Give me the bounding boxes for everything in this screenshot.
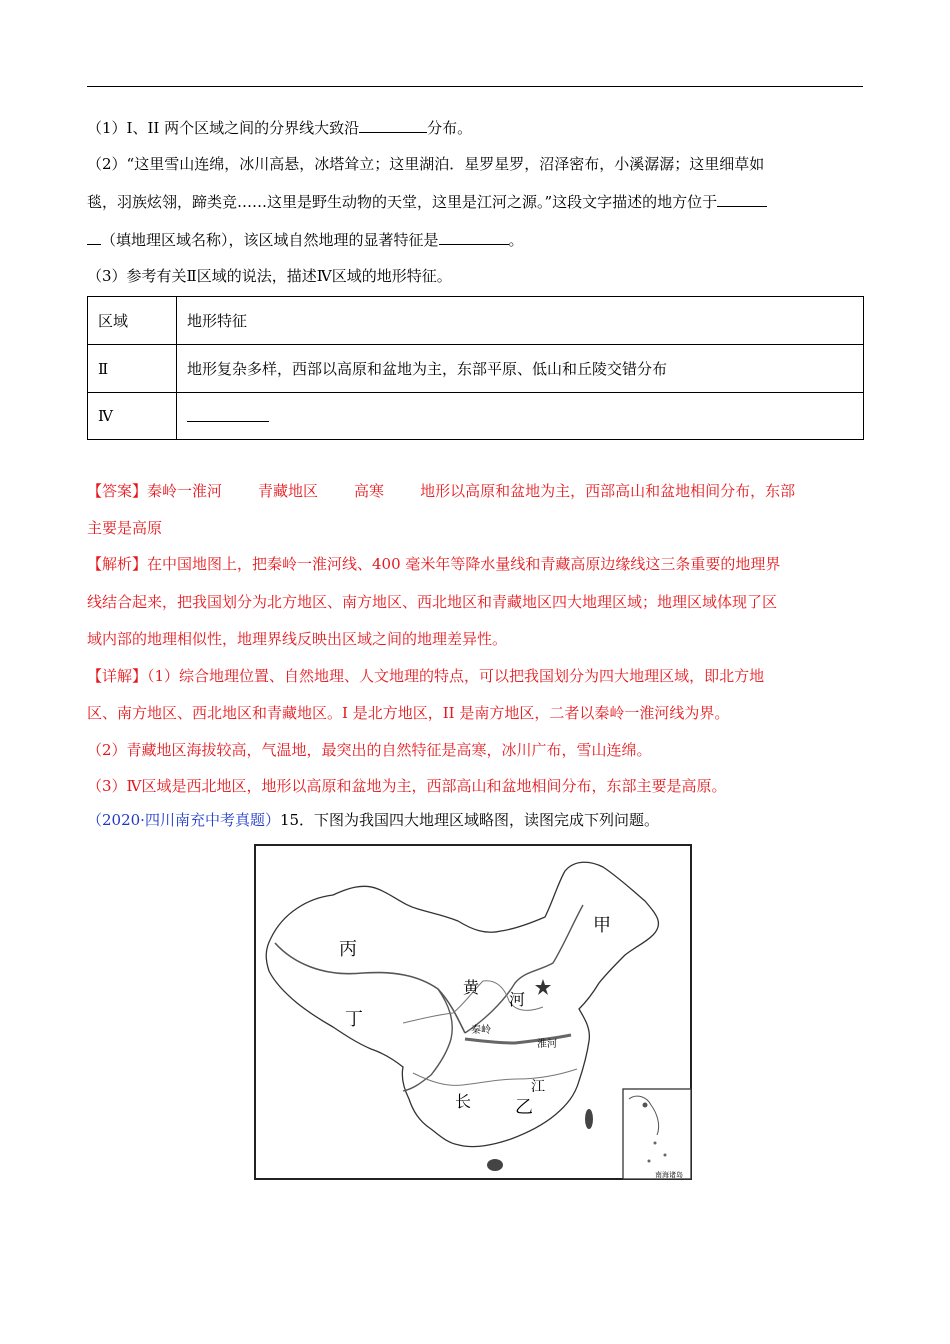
taiwan-island [585, 1109, 593, 1129]
analysis-line-1: 【解析】在中国地图上，把秦岭一淮河线、400 毫米年等降水量线和青藏高原边缘线这三条重要的地理界 [87, 555, 781, 573]
inset-island [654, 1142, 657, 1145]
header-rule [87, 86, 863, 87]
china-regions-map [253, 843, 695, 1183]
question-2-line-3: （填地理区域名称），该区域自然地理的显著特征是 。 [87, 230, 524, 250]
table-cell: 区域 [88, 297, 177, 345]
terrain-table [87, 296, 864, 440]
label-bing: 丙 [339, 939, 357, 959]
table-row [88, 393, 864, 440]
table-header-row [88, 297, 864, 345]
label-jia: 甲 [593, 915, 611, 935]
label-chang: 长 [455, 1094, 472, 1111]
answer-blank [717, 192, 767, 207]
table-cell [177, 393, 864, 440]
table-cell: Ⅱ [88, 345, 177, 393]
table-row [88, 345, 864, 393]
table-cell: 地形复杂多样，西部以高原和盆地为主，东部平原、低山和丘陵交错分布 [177, 345, 864, 393]
label-ding: 丁 [345, 1009, 363, 1029]
label-qinling: 秦岭 [471, 1025, 491, 1036]
label-inset: 南海诸岛 [655, 1171, 683, 1179]
answer-line-1: 【答案】秦岭一淮河 青藏地区 高寒 地形以高原和盆地为主，西部高山和盆地相间分布，东部 [87, 482, 796, 500]
answer-blank [187, 407, 269, 422]
analysis-line-3: 域内部的地理相似性，地理界线反映出区域之间的地理差异性。 [87, 630, 508, 648]
question-3: （3）参考有关Ⅱ区域的说法，描述Ⅳ区域的地形特征。 [87, 267, 452, 285]
table-cell: Ⅳ [88, 393, 177, 440]
inset-island [643, 1103, 648, 1108]
label-huaihe: 淮河 [537, 1039, 557, 1050]
analysis-line-2: 线结合起来，把我国划分为北方地区、南方地区、西北地区和青藏地区四大地理区域；地理区域体现了区 [87, 593, 778, 611]
answer-blank [87, 230, 101, 245]
label-yi: 乙 [515, 1097, 533, 1117]
label-jiang: 江 [531, 1080, 545, 1095]
answer-blank [359, 118, 427, 133]
question-source: （2020·四川南充中考真题） [87, 811, 280, 829]
detail-line-1: 【详解】（1）综合地理位置、自然地理、人文地理的特点，可以把我国划分为四大地理区域，即北方地 [87, 667, 765, 685]
detail-line-2: 区、南方地区、西北地区和青藏地区。I 是北方地区，II 是南方地区，二者以秦岭一淮河线为界。 [87, 704, 730, 722]
question-2-line-1: （2）“这里雪山连绵，冰川高悬，冰塔耸立；这里湖泊．星罗星罗，沼泽密布，小溪潺潺；这里细草如 [87, 155, 765, 173]
label-huang: 黄 [463, 980, 480, 997]
inset-island [648, 1160, 651, 1163]
detail-line-4: （3）Ⅳ区域是西北地区，地形以高原和盆地为主，西部高山和盆地相间分布，东部主要是高原。 [87, 777, 727, 795]
table-cell: 地形特征 [177, 297, 864, 345]
answer-line-2: 主要是高原 [87, 519, 163, 537]
inset-island [664, 1154, 667, 1157]
question-15: （2020·四川南充中考真题）15．下图为我国四大地理区域略图，读图完成下列问题。 [87, 811, 660, 829]
answer-blank [439, 230, 509, 245]
detail-line-3: （2）青藏地区海拔较高，气温地，最突出的自然特征是高寒，冰川广布，雪山连绵。 [87, 741, 652, 759]
label-he: 河 [509, 992, 526, 1009]
hainan-island [487, 1159, 503, 1171]
question-1: （1）I、II 两个区域之间的分界线大致沿 分布。 [87, 119, 473, 137]
question-2-line-2: 毯，羽族炫翎，蹄类竞……这里是野生动物的天堂，这里是江河之源。”这段文字描述的地方位于 [87, 192, 767, 212]
